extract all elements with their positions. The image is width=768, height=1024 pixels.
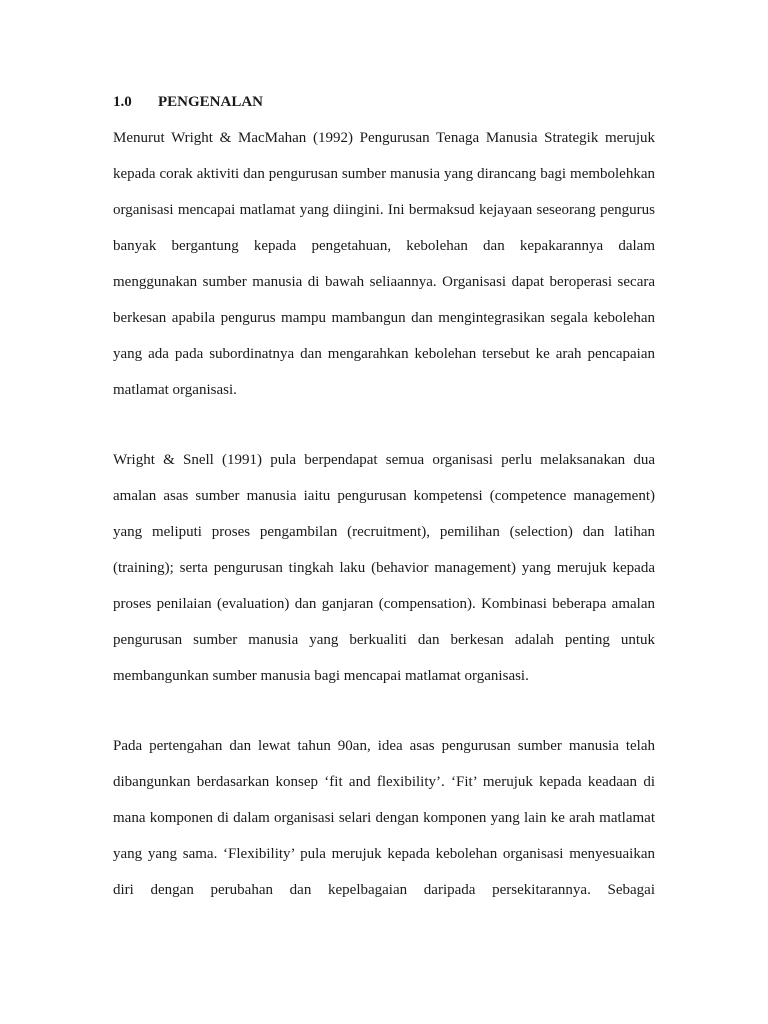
paragraph-line: yang ada pada subordinatnya dan mengarahkan kebolehan tersebut ke arah pencapaian (113, 346, 655, 362)
paragraph-line: yang yang sama. ‘Flexibility’ pula merujuk kepada kebolehan organisasi menyesuaikan (113, 846, 655, 862)
paragraph-line: berkesan apabila pengurus mampu mambangun dan mengintegrasikan segala kebolehan (113, 310, 655, 326)
section-number: 1.0 (113, 94, 132, 110)
paragraph-line: menggunakan sumber manusia di bawah seliaannya. Organisasi dapat beroperasi secara (113, 274, 655, 290)
paragraph-line: organisasi mencapai matlamat yang diingini. Ini bermaksud kejayaan seseorang pengurus (113, 202, 655, 218)
paragraph-line: Pada pertengahan dan lewat tahun 90an, idea asas pengurusan sumber manusia telah (113, 738, 655, 754)
paragraph-2 (113, 450, 655, 702)
paragraph-line: yang meliputi proses pengambilan (recruitment), pemilihan (selection) dan latihan (113, 524, 655, 540)
paragraph-line: membangunkan sumber manusia bagi mencapai matlamat organisasi. (113, 668, 529, 684)
paragraph-line: dibangunkan berdasarkan konsep ‘fit and flexibility’. ‘Fit’ merujuk kepada keadaan di (113, 774, 655, 790)
section-heading (113, 92, 263, 112)
paragraph-line: pengurusan sumber manusia yang berkualiti dan berkesan adalah penting untuk (113, 632, 655, 648)
paragraph-line: Menurut Wright & MacMahan (1992) Pengurusan Tenaga Manusia Strategik merujuk (113, 130, 655, 146)
paragraph-line: Wright & Snell (1991) pula berpendapat semua organisasi perlu melaksanakan dua (113, 452, 655, 468)
paragraph-1 (113, 128, 655, 416)
paragraph-3 (113, 736, 655, 916)
paragraph-line: mana komponen di dalam organisasi selari dengan komponen yang lain ke arah matlamat (113, 810, 655, 826)
paragraph-line: matlamat organisasi. (113, 382, 237, 398)
paragraph-line: proses penilaian (evaluation) dan ganjaran (compensation). Kombinasi beberapa amalan (113, 596, 655, 612)
paragraph-line: (training); serta pengurusan tingkah laku (behavior management) yang merujuk kepada (113, 560, 655, 576)
paragraph-line: banyak bergantung kepada pengetahuan, kebolehan dan kepakarannya dalam (113, 238, 655, 254)
paragraph-line: amalan asas sumber manusia iaitu pengurusan kompetensi (competence management) (113, 488, 655, 504)
paragraph-line: diri dengan perubahan dan kepelbagaian daripada persekitarannya. Sebagai (113, 882, 655, 898)
section-title: PENGENALAN (158, 94, 264, 110)
paragraph-line: kepada corak aktiviti dan pengurusan sumber manusia yang dirancang bagi membolehkan (113, 166, 655, 182)
